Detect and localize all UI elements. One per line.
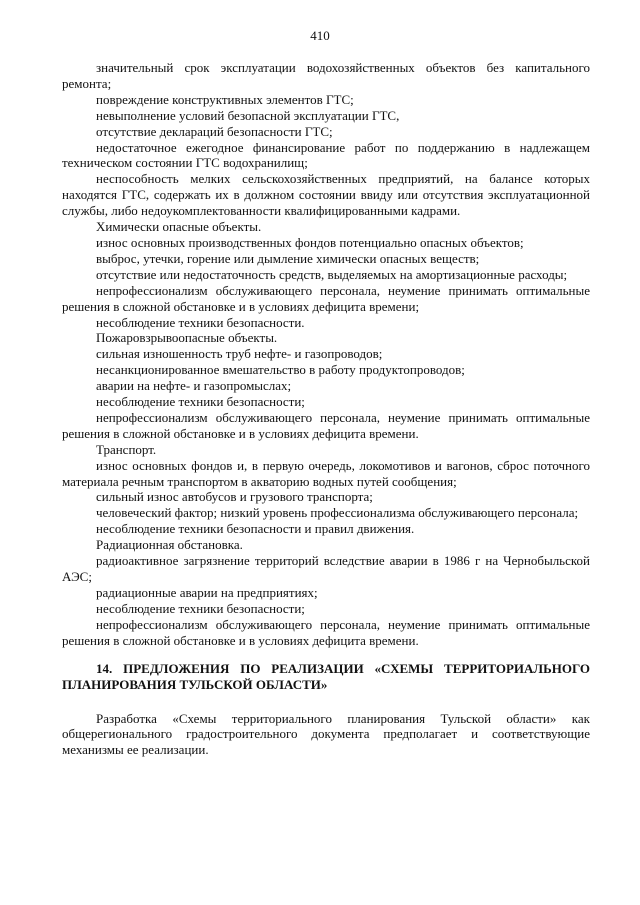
paragraph: износ основных фондов и, в первую очередь, локомотивов и вагонов, сброс поточного материала речным транспортом в акваторию водных путей сообщения; xyxy=(62,457,590,489)
section-heading: 14. ПРЕДЛОЖЕНИЯ ПО РЕАЛИЗАЦИИ «СХЕМЫ ТЕРРИТОРИАЛЬНОГО ПЛАНИРОВАНИЯ ТУЛЬСКОЙ ОБЛАСТИ» xyxy=(62,660,590,692)
paragraph-list xyxy=(62,60,590,649)
paragraph: радиационные аварии на предприятиях; xyxy=(96,584,318,600)
paragraph: радиоактивное загрязнение территорий вследствие аварии в 1986 г на Чернобыльской АЭС; xyxy=(62,553,590,584)
paragraph: неспособность мелких сельскохозяйственных предприятий, на балансе которых находятся ГТС, содержать их в должном состоянии ввиду или отсутствия эксплуатационной службы, либо недоукомплектованности квалифицированными кадрами. xyxy=(62,171,590,219)
paragraph: Транспорт. xyxy=(96,441,157,457)
paragraph: непрофессионализм обслуживающего персонала, неумение принимать оптимальные решения в сложной обстановке и в условиях дефицита времени; xyxy=(62,282,590,314)
paragraph: человеческий фактор; низкий уровень профессионализма обслуживающего персонала; xyxy=(96,505,579,521)
paragraph: аварии на нефте- и газопромыслах; xyxy=(96,378,292,394)
paragraph: выброс, утечки, горение или дымление химически опасных веществ; xyxy=(96,250,480,266)
paragraph: недостаточное ежегодное финансирование работ по поддержанию в надлежащем техническом состоянии ГТС водохранилищ; xyxy=(62,139,590,171)
paragraph: несоблюдение техники безопасности; xyxy=(96,600,305,616)
paragraph: несоблюдение техники безопасности. xyxy=(96,314,305,330)
paragraph: отсутствие или недостаточность средств, выделяемых на амортизационные расходы; xyxy=(96,266,568,282)
paragraph: сильная изношенность труб нефте- и газопроводов; xyxy=(96,346,383,362)
document-body xyxy=(62,60,590,758)
paragraph: несанкционированное вмешательство в работу продуктопроводов; xyxy=(96,362,465,378)
paragraph: отсутствие деклараций безопасности ГТС; xyxy=(96,123,333,139)
paragraph: значительный срок эксплуатации водохозяйственных объектов без капитального ремонта; xyxy=(62,60,590,91)
paragraph: сильный износ автобусов и грузового транспорта; xyxy=(96,489,373,505)
paragraph-list-after-heading xyxy=(62,711,590,759)
paragraph: повреждение конструктивных элементов ГТС; xyxy=(96,91,354,107)
paragraph: Радиационная обстановка. xyxy=(96,537,243,553)
paragraph: Химически опасные объекты. xyxy=(96,219,262,235)
paragraph: Разработка «Схемы территориального планирования Тульской области» как общерегионального градостроительного документа предполагает и соответствующие механизмы ее реализации. xyxy=(62,710,590,758)
paragraph: износ основных производственных фондов потенциально опасных объектов; xyxy=(96,234,524,250)
paragraph: непрофессионализм обслуживающего персонала, неумение принимать оптимальные решения в сложной обстановке и в условиях дефицита времени. xyxy=(62,616,590,648)
paragraph: несоблюдение техники безопасности; xyxy=(96,394,305,410)
page-number: 410 xyxy=(310,28,330,43)
paragraph: непрофессионализм обслуживающего персонала, неумение принимать оптимальные решения в сложной обстановке и в условиях дефицита времени. xyxy=(62,409,590,441)
paragraph: несоблюдение техники безопасности и правил движения. xyxy=(96,521,415,537)
paragraph: Пожаровзрывоопасные объекты. xyxy=(96,330,278,346)
paragraph: невыполнение условий безопасной эксплуатации ГТС, xyxy=(96,107,400,123)
